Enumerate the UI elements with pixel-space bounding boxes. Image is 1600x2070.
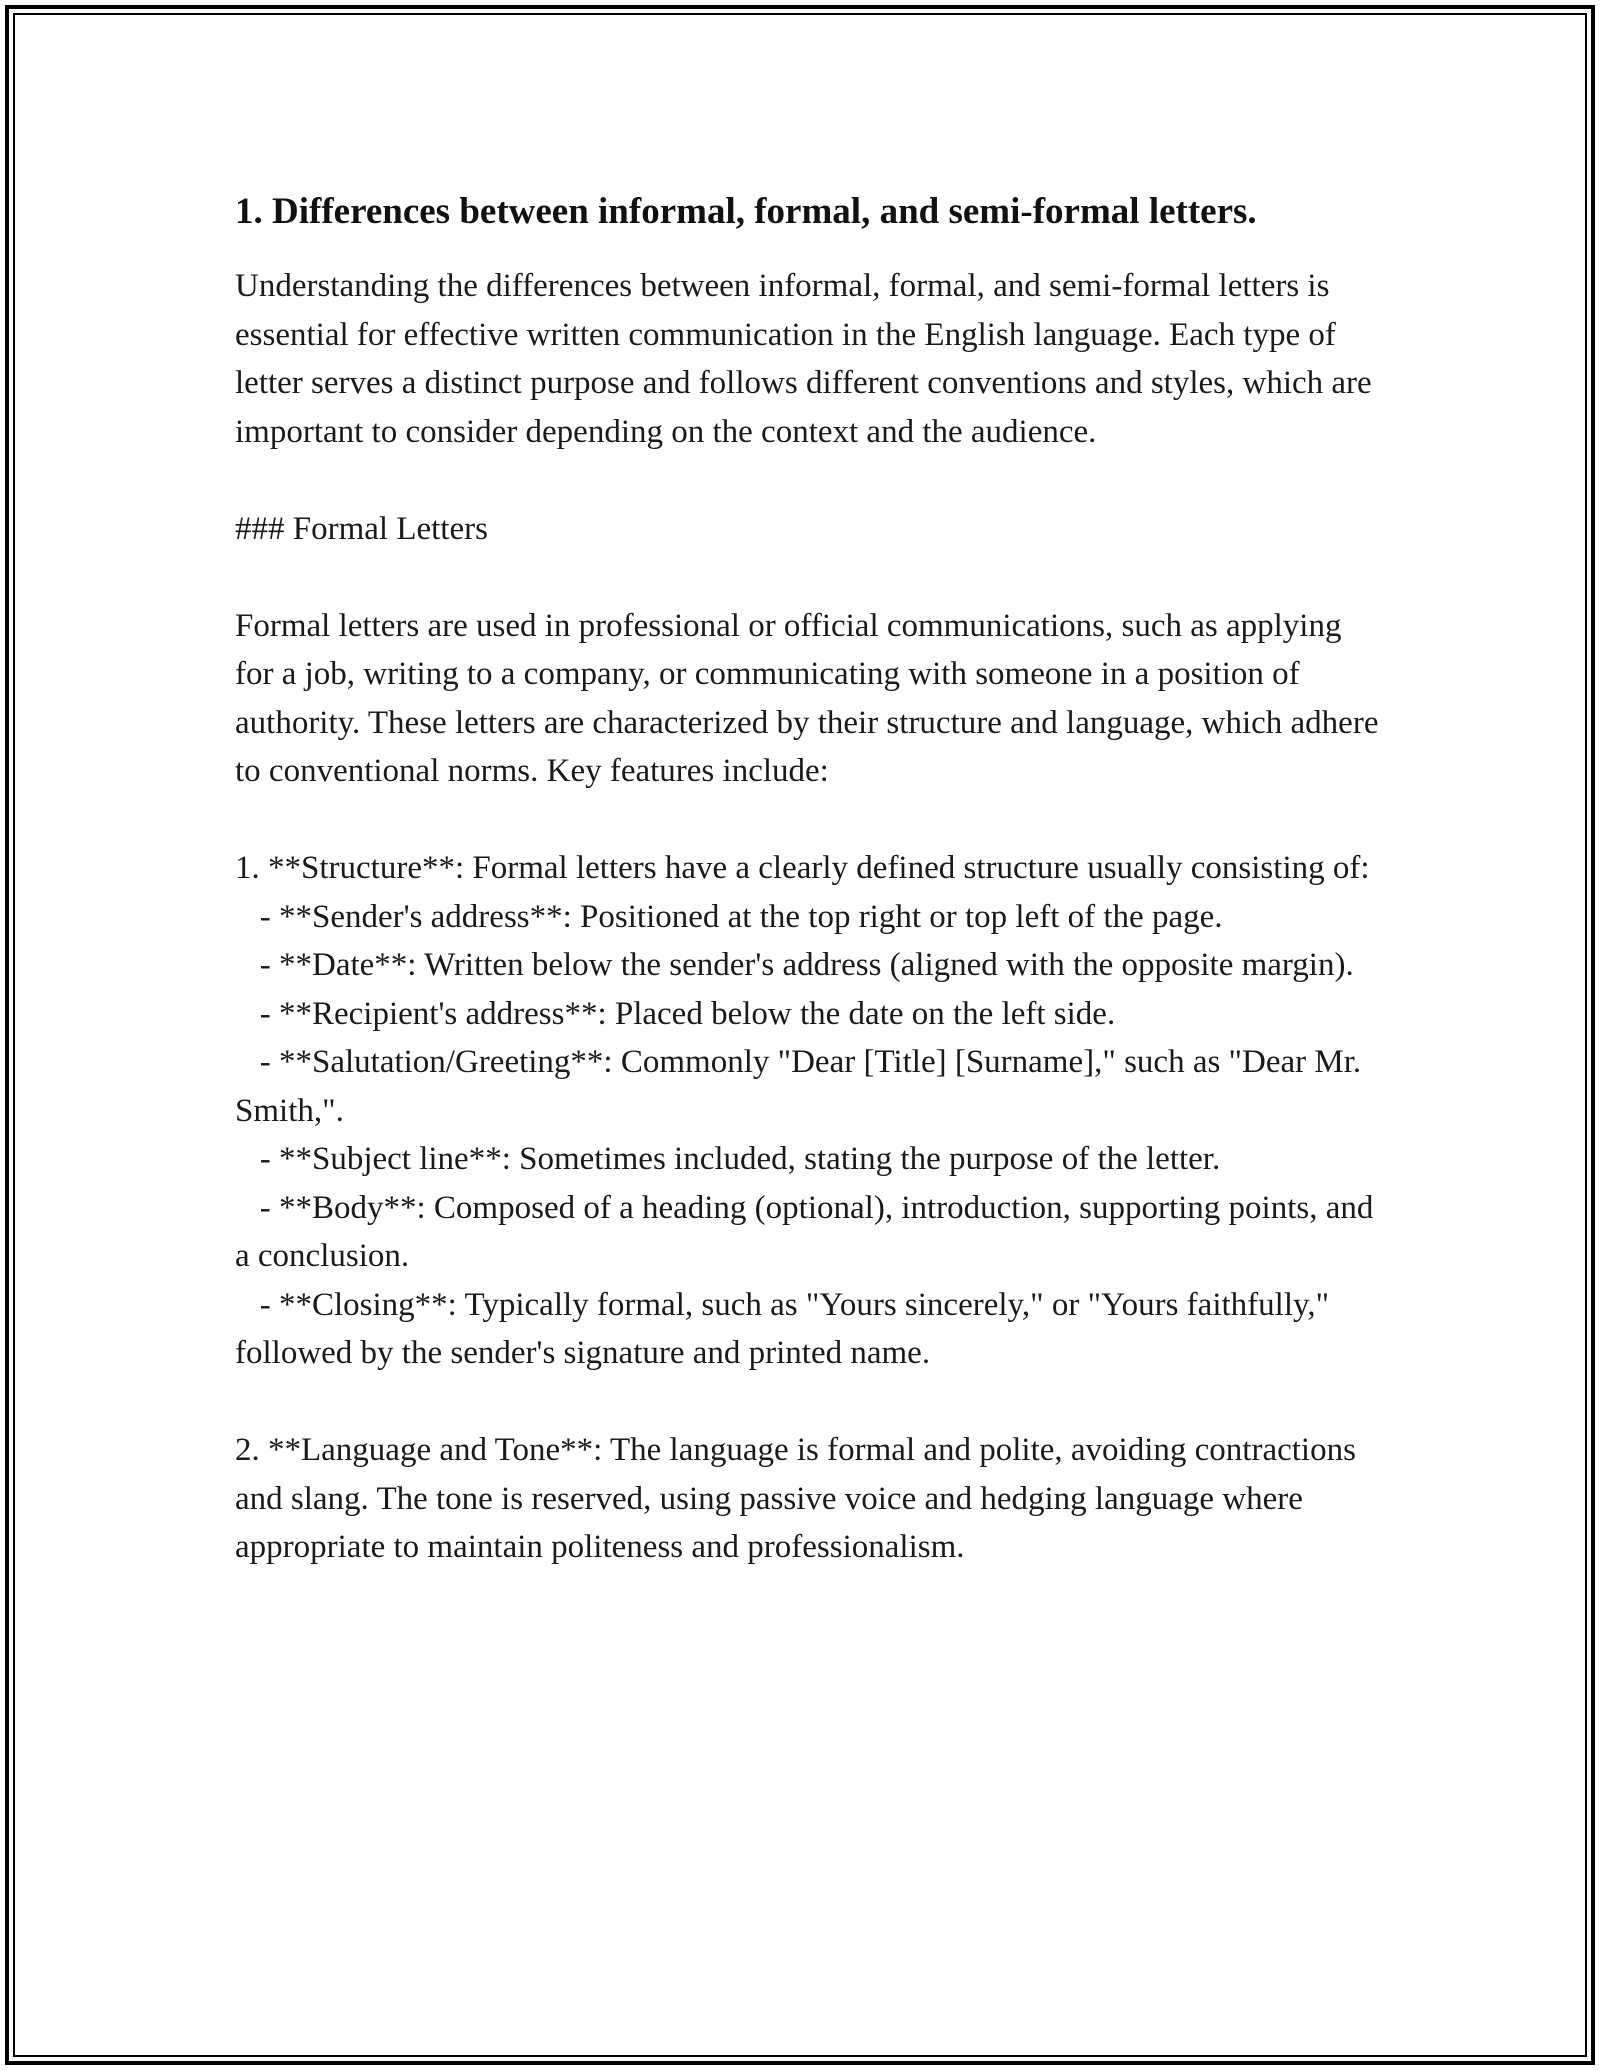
list-item-salutation: - **Salutation/Greeting**: Commonly "Dear [Title] [Surname]," such as "Dear Mr. Smith,". (235, 1044, 1370, 1129)
spacer (235, 1378, 1385, 1427)
list-item-date: - **Date**: Written below the sender's address (aligned with the opposite margin). (235, 947, 1354, 983)
intro-paragraph: Understanding the differences between informal, formal, and semi-formal letters is essential for effective written communication in the English language. Each type of letter serves a distinct purpose and follows different conventions and styles, which are important to consider depending on the context and the audience. (235, 268, 1380, 450)
list-item-body: - **Body**: Composed of a heading (optional), introduction, supporting points, and a conclusion. (235, 1189, 1382, 1274)
list-item-senders-address: - **Sender's address**: Positioned at the top right or top left of the page. (235, 898, 1223, 935)
spacer (235, 456, 1385, 505)
formal-intro-paragraph: Formal letters are used in professional or official communications, such as applying for a job, writing to a company, or communicating with someone in a position of authority. These letters are characterized by their structure and language, which adhere to conventional norms. Key features include: (235, 607, 1387, 789)
document-body (235, 184, 1385, 1572)
list-item-closing: - **Closing**: Typically formal, such as "Yours sincerely," or "Yours faithfully," followed by the sender's signature and printed name. (235, 1286, 1338, 1371)
section-heading: ### Formal Letters (235, 510, 488, 547)
spacer (235, 796, 1385, 845)
list-item-recipients-address: - **Recipient's address**: Placed below the date on the left side. (235, 995, 1116, 1032)
document-heading: 1. Differences between informal, formal, and semi-formal letters. (235, 191, 1257, 232)
list-item-subject-line: - **Subject line**: Sometimes included, stating the purpose of the letter. (235, 1141, 1221, 1177)
point-structure: 1. **Structure**: Formal letters have a clearly defined structure usually consisting of: (235, 850, 1370, 886)
spacer (235, 553, 1385, 602)
point-language-and-tone: 2. **Language and Tone**: The language is formal and polite, avoiding contractions and slang. The tone is reserved, using passive voice and hedging language where appropriate to maintain politeness and professionalism. (235, 1432, 1365, 1565)
